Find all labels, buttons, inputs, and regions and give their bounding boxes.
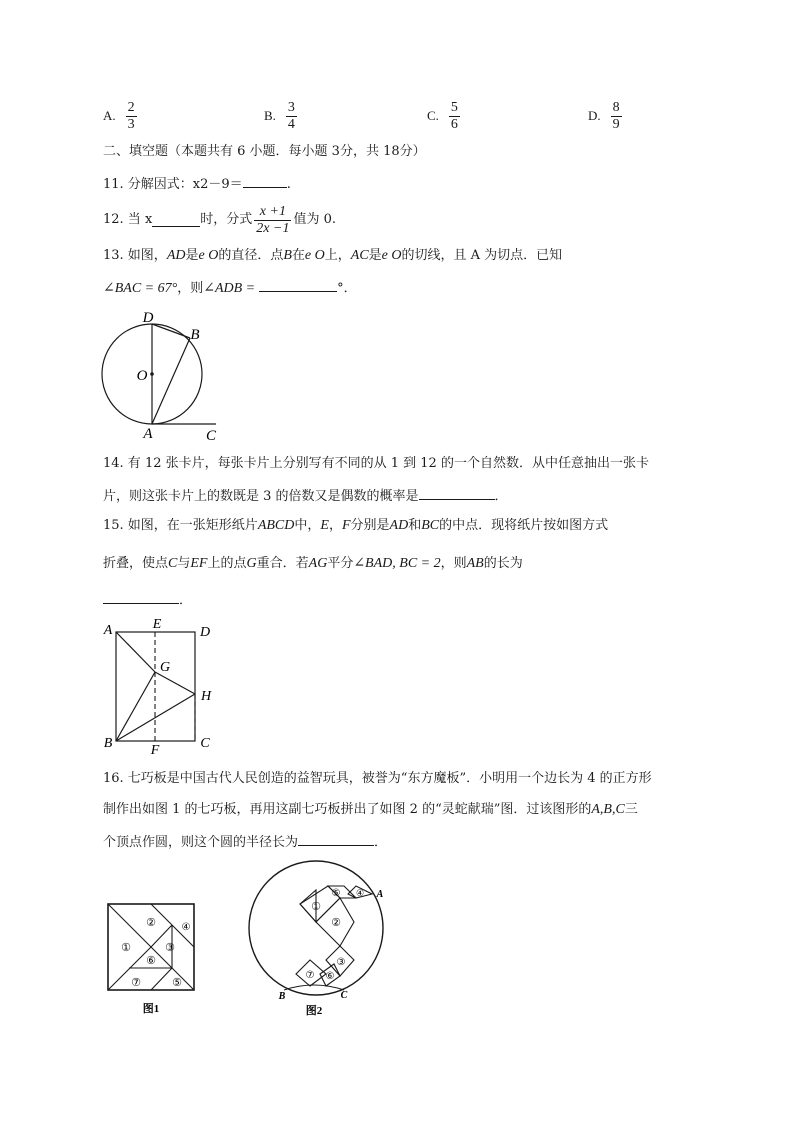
q15-c: C [168, 556, 178, 571]
q13-text-e: 上， [324, 248, 351, 263]
option-b-numerator: 3 [287, 99, 295, 115]
question-16-line3 [103, 832, 387, 852]
label-c: C [340, 990, 348, 1001]
q15-text-b: 中， [294, 518, 321, 533]
q13-text-d: 在 [291, 248, 305, 263]
q15-text-h: 与 [177, 556, 191, 571]
q15-bc: BC [421, 518, 440, 533]
option-c [427, 96, 460, 136]
q15-f: F [341, 518, 351, 533]
q15-ad: AD [389, 518, 409, 533]
label-a: A [376, 889, 384, 900]
piece-3-label: ③ [165, 942, 175, 954]
q12-post: 值为 0. [293, 212, 337, 227]
segment-bh [116, 694, 195, 741]
q16-text-b: 三 [624, 802, 638, 817]
option-b [264, 96, 297, 136]
q11-text: 11. 分解因式：x2－9＝ [103, 177, 243, 192]
piece-1-label: ① [121, 942, 131, 954]
q15-ef: EF [190, 556, 208, 571]
question-15-line2 [103, 555, 523, 573]
q12-mid: 时，分式 [200, 212, 253, 227]
option-d-label: D. [588, 108, 601, 123]
q15-text-g: 折叠，使点 [103, 556, 169, 571]
q12-denominator: 2x −1 [256, 220, 290, 236]
question-14-line1: 14. 有 12 张卡片，每张卡片上分别写有不同的从 1 到 12 的一个自然数．从中任意抽出一张卡 [103, 456, 649, 471]
q13-angle-bac: ∠BAC = 67° [103, 281, 178, 296]
label-g: G [159, 660, 171, 675]
figure-16-snake [244, 856, 394, 1026]
q15-end: ． [179, 593, 193, 608]
question-13-line1 [103, 247, 562, 265]
q15-e: E [320, 518, 329, 533]
q16-answer-blank [298, 832, 374, 846]
question-13-line2 [103, 278, 357, 298]
q13-then: ，则 [177, 281, 204, 296]
circumcircle [249, 861, 383, 995]
q15-text-m: 的长为 [483, 556, 523, 571]
section-title: 二、填空题（本题共有 6 小题．每小题 3分，共 18分） [103, 144, 426, 159]
q15-text-l: ，则 [440, 556, 467, 571]
q13-angle-adb: ∠ADB = [203, 281, 256, 296]
option-b-label: B. [264, 108, 276, 123]
option-c-label: C. [427, 108, 439, 123]
q12-pre: 12. 当 x [103, 212, 153, 227]
q16-text-a: 制作出如图 1 的七巧板，再用这副七巧板拼出了如图 2 的“灵蛇献瑞”图．过该图形的 [103, 802, 592, 817]
q13-degree-end: °． [337, 281, 357, 296]
q15-ab: AB [466, 556, 484, 571]
question-15-line3 [103, 590, 192, 610]
q15-answer-blank [103, 590, 179, 604]
q14-answer-blank [419, 486, 495, 500]
piece-5-label: ⑤ [172, 977, 182, 989]
option-a-fraction [126, 100, 137, 133]
figure-13 [98, 306, 228, 446]
segment-gh [155, 672, 195, 694]
label-c: C [200, 736, 210, 751]
piece-2-label: ② [331, 917, 341, 929]
figure-15 [98, 616, 224, 756]
q13-circle-o-2: e O [304, 248, 325, 263]
label-a: A [143, 426, 153, 442]
piece-7-label: ⑦ [305, 970, 315, 981]
q15-condition: ∠BAD, BC = 2 [353, 556, 441, 571]
figure-1-caption: 图1 [142, 1003, 160, 1015]
q16-text-c: 个顶点作圆，则这个圆的半径长为 [103, 835, 299, 850]
q15-text-j: 重合．若 [256, 556, 309, 571]
q15-abcd: ABCD [257, 518, 295, 533]
q13-text-c: 的直径．点 [218, 248, 284, 263]
q16-end: ． [374, 835, 388, 850]
label-b: B [278, 991, 286, 1002]
q14-text: 片，则这张卡片上的数既是 3 的倍数又是偶数的概率是 [103, 489, 419, 504]
option-a [103, 96, 137, 136]
label-o: O [136, 368, 148, 384]
chord-db [152, 324, 190, 338]
q11-answer-blank [243, 174, 287, 188]
piece-4-label: ④ [355, 888, 365, 898]
tangram-line-6 [151, 968, 172, 990]
q15-text-d: 分别是 [350, 518, 390, 533]
label-b: B [103, 736, 113, 751]
q13-circle-o-1: e O [198, 248, 219, 263]
q15-ag: AG [308, 556, 328, 571]
q13-ac: AC [350, 248, 369, 263]
q13-text-a: 13. 如图， [103, 248, 167, 263]
base-arc [284, 985, 344, 990]
option-a-label: A. [103, 108, 116, 123]
label-h: H [200, 689, 212, 704]
option-d-numerator: 8 [612, 99, 620, 115]
label-c: C [205, 428, 217, 444]
q15-text-k: 平分 [327, 556, 354, 571]
q13-ad: AD [166, 248, 186, 263]
center-point [150, 372, 154, 376]
option-c-numerator: 5 [450, 99, 458, 115]
label-b: B [190, 327, 200, 343]
q12-numerator: x +1 [259, 203, 286, 219]
label-a: A [103, 623, 113, 638]
label-e: E [152, 617, 162, 632]
piece-6-label: ⑥ [146, 955, 156, 967]
question-15-line1 [103, 517, 608, 535]
piece-2-label: ② [146, 917, 156, 929]
label-d: D [199, 625, 211, 640]
option-d-fraction [611, 100, 622, 133]
q14-end: ． [494, 489, 508, 504]
q16-points: A,B,C [591, 802, 625, 817]
option-c-fraction [449, 100, 460, 133]
q15-g: G [246, 556, 257, 571]
segment-ag [116, 632, 155, 672]
piece-7-label: ⑦ [131, 977, 141, 989]
piece-6-label: ⑥ [325, 971, 335, 982]
q12-fraction [254, 204, 291, 237]
q15-text-e: 和 [408, 518, 422, 533]
q12-answer-blank [152, 213, 200, 227]
option-a-denominator: 3 [127, 116, 135, 132]
q11-end: . [286, 177, 291, 192]
piece-5-label: ⑤ [331, 888, 341, 899]
option-d [588, 96, 622, 136]
segment-bg [116, 672, 155, 741]
option-c-denominator: 6 [450, 116, 458, 132]
q15-text-f: 的中点．现将纸片按如图方式 [439, 518, 609, 533]
q15-text-a: 15. 如图，在一张矩形纸片 [103, 518, 258, 533]
option-b-denominator: 4 [287, 116, 295, 132]
q13-text-g: 的切线，且 A 为切点．已知 [401, 248, 563, 263]
figure-2-caption: 图2 [305, 1005, 323, 1017]
q13-answer-blank [259, 278, 337, 292]
question-16-line1: 16. 七巧板是中国古代人民创造的益智玩具，被誉为“东方魔板”．小明用一个边长为 4 的正方形 [103, 771, 652, 786]
q13-text-b: 是 [185, 248, 199, 263]
question-11 [103, 174, 291, 194]
option-b-fraction [286, 100, 297, 133]
q13-text-f: 是 [368, 248, 382, 263]
label-d: D [142, 310, 154, 326]
piece-4-label: ④ [181, 922, 191, 933]
q13-circle-o-3: e O [381, 248, 402, 263]
q13-b: B [283, 248, 292, 263]
option-a-numerator: 2 [127, 99, 135, 115]
piece-1-label: ① [311, 901, 321, 913]
question-16-line2 [103, 801, 638, 819]
figure-16-tangram [104, 900, 200, 1020]
label-f: F [150, 743, 160, 756]
option-d-denominator: 9 [612, 116, 620, 132]
chord-ab [152, 338, 190, 424]
question-14-line2 [103, 486, 508, 506]
question-12 [103, 200, 336, 240]
q15-text-i: 上的点 [207, 556, 247, 571]
q15-text-c: ， [328, 518, 342, 533]
piece-3-label: ③ [336, 957, 346, 968]
